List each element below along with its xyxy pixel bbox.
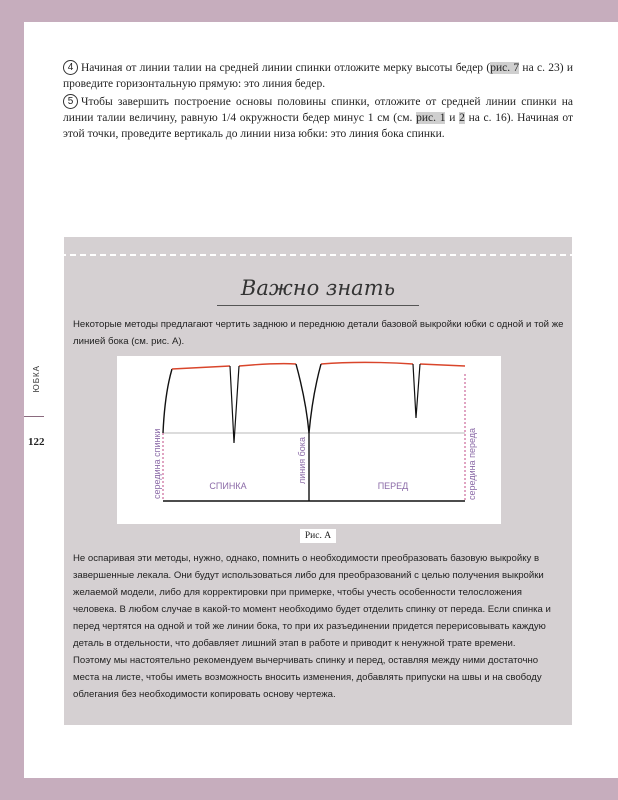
step-number: 5 <box>63 94 78 109</box>
front-dart <box>413 364 420 418</box>
info-box <box>64 237 572 725</box>
step-5: 5 Чтобы завершить построение основы половины спинки, отложите от средней линии спинки на линии талии величину, равную 1/4 окружности бедер минус 1 см (см. рис. 1 и 2 на с. 16). Начиная от этой точки, проведите вертикаль до линии низа юбки: это линия бока спинки. <box>63 96 573 141</box>
front-waist-segment <box>321 363 413 365</box>
front-waist-segment <box>420 364 465 366</box>
label-front-center: середина переда <box>467 427 477 500</box>
label-back-center: середина спинки <box>152 428 162 499</box>
figure-caption: Рис. А <box>64 525 572 543</box>
skirt-pattern-diagram <box>117 356 501 524</box>
back-outline <box>163 369 172 433</box>
skirt-pattern-figure <box>117 356 501 524</box>
label-side-seam: линия бока <box>297 437 307 484</box>
info-box-intro: Некоторые методы предлагают чертить заднюю и переднюю детали базовой выкройки юбки с одной и той же линией бока (см. рис. А). <box>73 319 564 347</box>
back-waist-segment <box>239 364 296 366</box>
title-underline <box>217 305 419 306</box>
back-dart <box>230 366 239 443</box>
page <box>24 22 618 778</box>
label-back: СПИНКА <box>209 481 247 491</box>
page-number: 122 <box>28 436 45 448</box>
side-seam-front <box>309 364 321 433</box>
info-box-title: Важно знать <box>240 276 396 300</box>
step-4: 4 Начиная от линии талии на средней линии спинки отложите мерку высоты бедер (рис. 7 на с. 23) и проведите горизонтальную прямую: это линия бедер. <box>63 62 574 91</box>
sidebar-divider <box>24 416 44 417</box>
figure-reference: 2 <box>459 112 465 125</box>
dashed-divider <box>60 254 576 256</box>
step-number: 4 <box>63 60 78 75</box>
section-label: ЮБКА <box>32 365 41 393</box>
info-box-body-1: Не оспаривая эти методы, нужно, однако, помнить о необходимости преобразовать базовую выкройку в завершенные лекала. Они будут использоваться либо для преобразований с целью получения выкройки желаемой модели, либо для корректировки при примерке, чтобы учесть особенности телосложения человека. В любом случае в какой-то момент необходимо будет отделить спинку от переда. Если спинка и перед чертятся на одной и той же линии бока, то при их разъединении придется перерисовывать каждую деталь в отдельности, что добавляет лишний этап в работе и приводит к ненужной трате времени. <box>73 553 551 649</box>
back-waist-segment <box>172 366 230 369</box>
info-box-body-2: Поэтому мы настоятельно рекомендуем вычерчивать спинку и перед, оставляя между ними достаточно места на листе, чтобы иметь возможность вносить изменения, добавлять припуски на швы и на свободу облегания без необходимости копировать основу чертежа. <box>73 655 542 700</box>
figure-reference: рис. 7 <box>490 62 520 74</box>
figure-reference: рис. 1 <box>416 112 446 125</box>
label-front: ПЕРЕД <box>377 481 409 491</box>
